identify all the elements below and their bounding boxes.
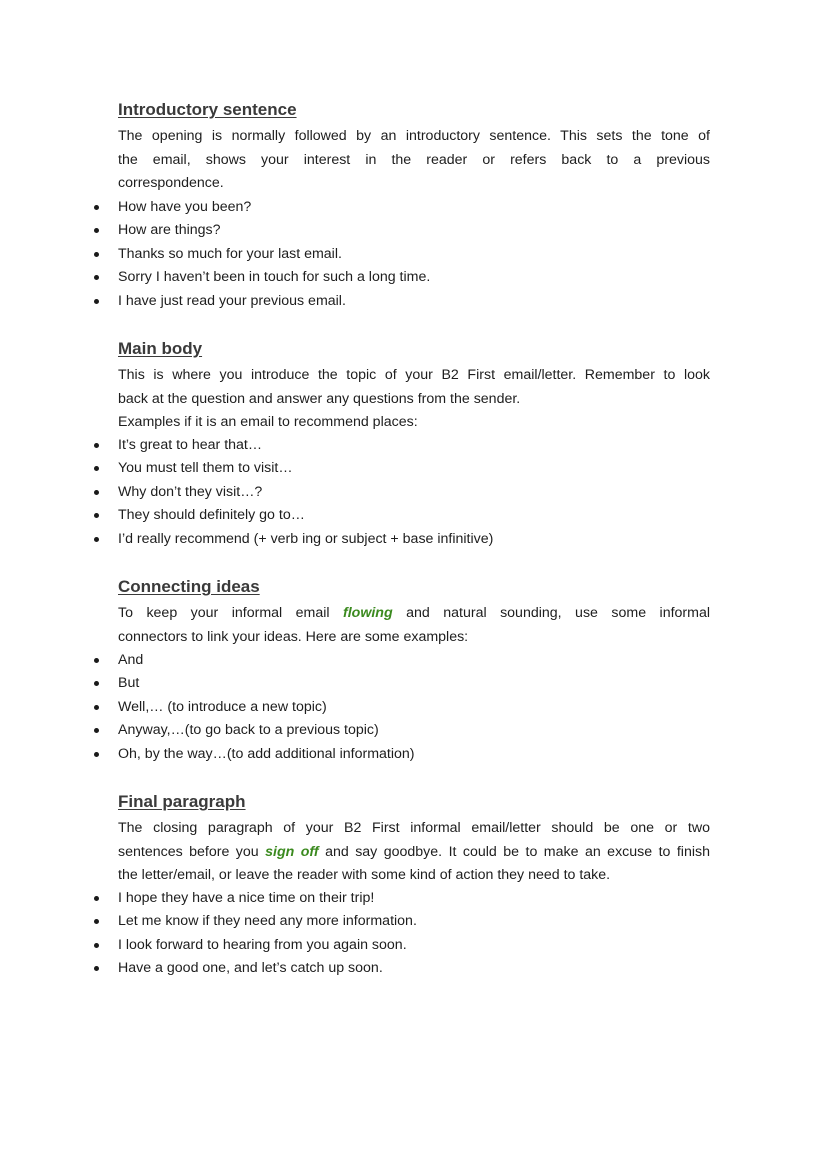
section-heading: Final paragraph [118,792,246,811]
paragraph-line: the email, shows your interest in the reader or refers back to a previous [118,151,710,168]
list-item [0,649,828,672]
list-item-text: I have just read your previous email. [118,292,346,309]
paragraph-line: This is where you introduce the topic of your B2 First email/letter. Remember to look [118,367,710,383]
list-item [0,434,828,457]
list-item-text: I hope they have a nice time on their trip! [118,890,375,906]
list-item [0,266,828,289]
list-item [0,504,828,527]
list-item-text: Sorry I haven’t been in touch for such a long time. [118,269,431,286]
bullet-icon [94,205,99,210]
list-item [0,481,828,504]
list-item [0,910,828,933]
list-item-text: Have a good one, and let’s catch up soon. [118,960,383,977]
list-item-text: Let me know if they need any more information. [118,913,417,930]
bullet-list [0,649,828,766]
paragraph-line [118,841,710,865]
list-item-text: Anyway,…(to go back to a previous topic) [118,722,379,739]
bullet-icon [94,658,99,663]
list-item [0,696,828,719]
list-item-text: You must tell them to visit… [118,460,293,477]
bullet-icon [94,275,99,280]
section-heading: Main body [118,339,203,358]
bullet-icon [94,752,99,757]
bullet-icon [94,919,99,924]
paragraph-text: and say goodbye. It could be to make an excuse to finish [318,843,710,860]
list-item [0,290,828,313]
list-item-text: I’d really recommend (+ verb ing or subject + base infinitive) [118,530,494,547]
list-item-text: Why don’t they visit…? [118,483,263,500]
highlight-text: sign off [265,843,319,860]
list-item [0,243,828,266]
bullet-list [0,887,828,981]
bullet-icon [94,490,99,495]
bullet-icon [94,966,99,971]
list-item-text: It’s great to hear that… [118,437,263,453]
section-paragraph [118,364,710,435]
bullet-icon [94,537,99,542]
paragraph-text: To keep your informal email [118,605,343,621]
bullet-icon [94,443,99,448]
paragraph-line: back at the question and answer any questions from the sender. [118,390,521,407]
list-item [0,887,828,910]
bullet-icon [94,681,99,686]
paragraph-line: Examples if it is an email to recommend places: [118,414,418,431]
paragraph-line: the letter/email, or leave the reader with some kind of action they need to take. [118,867,611,884]
paragraph-line: correspondence. [118,175,224,192]
list-item [0,719,828,742]
bullet-icon [94,299,99,304]
list-item-text: How have you been? [118,199,252,215]
bullet-icon [94,513,99,518]
bullet-icon [94,228,99,233]
bullet-icon [94,466,99,471]
list-item-text: They should definitely go to… [118,507,305,524]
bullet-icon [94,728,99,733]
list-item-text: Thanks so much for your last email. [118,245,342,262]
paragraph-line: connectors to link your ideas. Here are some examples: [118,628,469,645]
list-item [0,528,828,551]
paragraph-line [118,602,710,626]
list-item-text: How are things? [118,222,221,239]
section-paragraph [118,817,710,888]
paragraph-line: The opening is normally followed by an introductory sentence. This sets the tone of [118,128,710,144]
highlight-text: flowing [343,605,393,621]
paragraph-text: and natural sounding, use some informal [392,605,711,621]
section-heading: Connecting ideas [118,577,260,596]
section-paragraph [118,125,710,196]
list-item-text: Oh, by the way…(to add additional information) [118,745,415,762]
bullet-icon [94,943,99,948]
list-item [0,219,828,242]
bullet-icon [94,896,99,901]
bullet-list [0,196,828,313]
section-paragraph [118,602,710,649]
list-item-text: I look forward to hearing from you again soon. [118,936,407,953]
bullet-icon [94,252,99,257]
section-heading: Introductory sentence [118,100,297,119]
list-item [0,934,828,957]
bullet-list [0,434,828,551]
list-item-text: But [118,675,140,692]
list-item [0,743,828,766]
paragraph-line: The closing paragraph of your B2 First informal email/letter should be one or two [118,820,710,836]
list-item [0,457,828,480]
list-item [0,672,828,695]
list-item [0,196,828,219]
paragraph-text: sentences before you [118,843,266,860]
bullet-icon [94,705,99,710]
list-item [0,957,828,980]
list-item-text: Well,… (to introduce a new topic) [118,698,327,715]
list-item-text: And [118,652,144,668]
